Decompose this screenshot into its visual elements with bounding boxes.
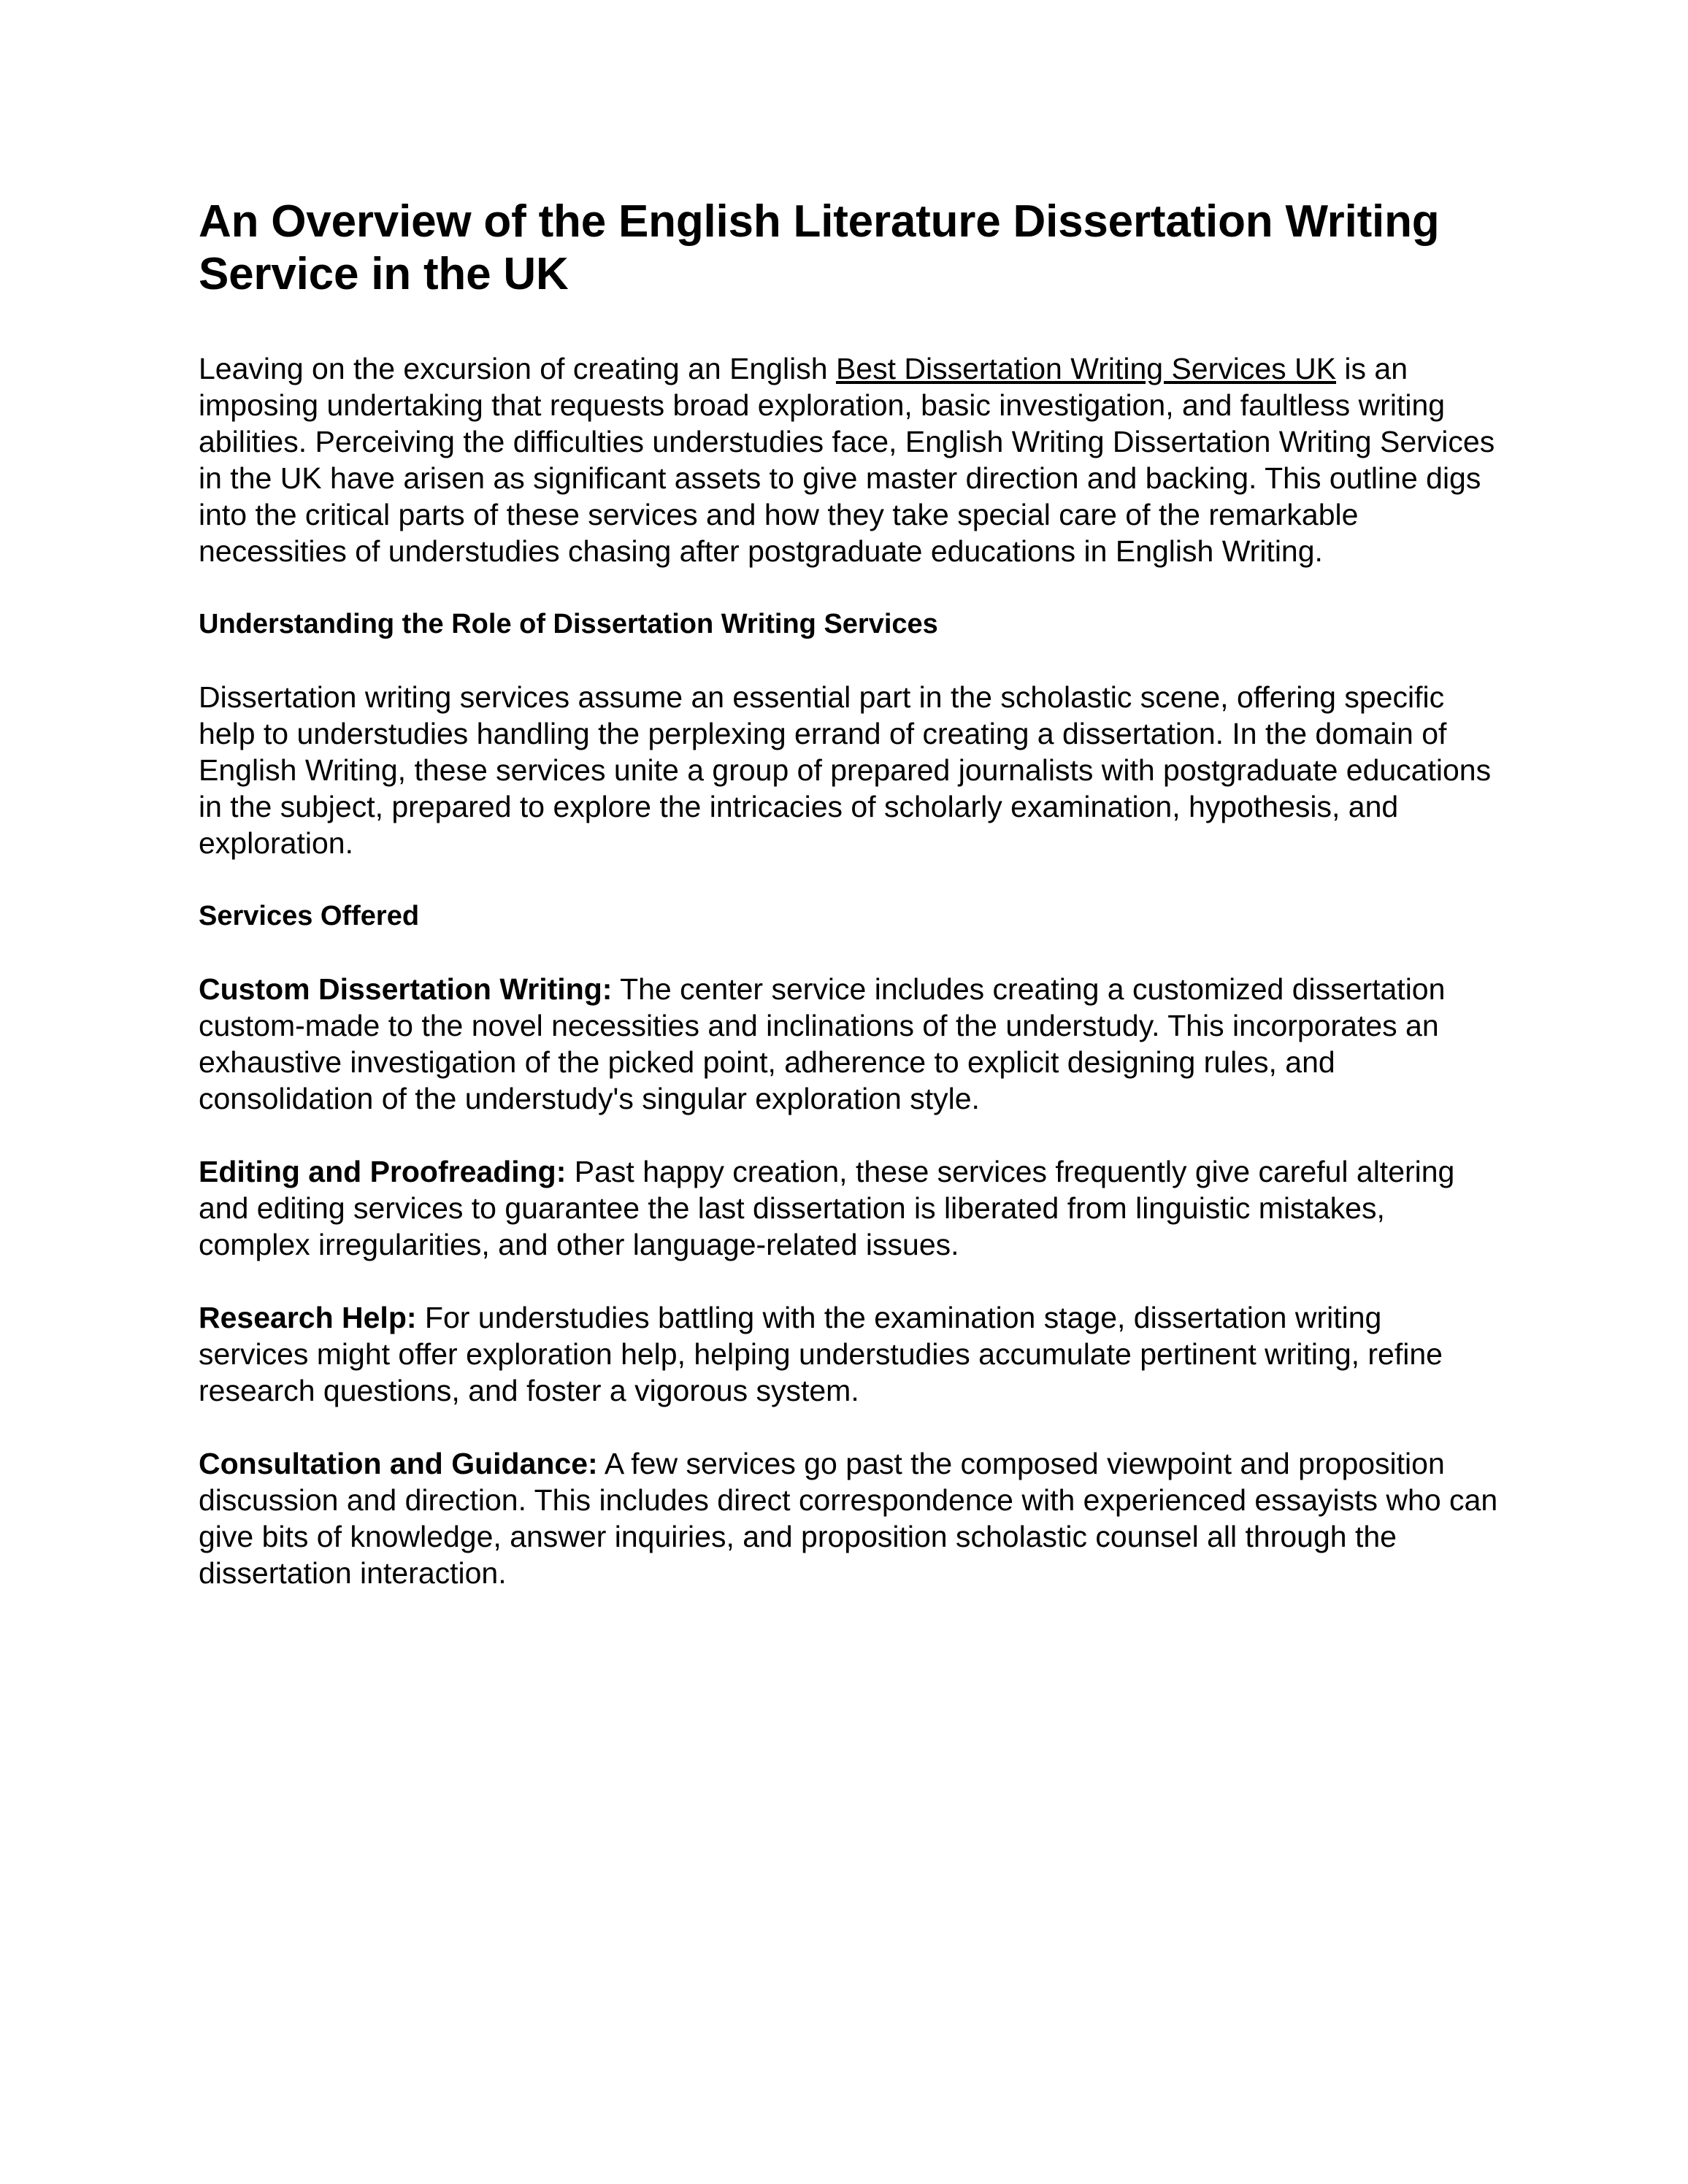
service-item-text: For understudies battling with the examination stage, dissertation writing services might offer exploration help, helping understudies accumulate pertinent writing, refine research questions, and foster a vigorous system. <box>199 1301 1443 1407</box>
service-item-text: Past happy creation, these services frequently give careful altering and editing services to guarantee the last dissertation is liberated from linguistic mistakes, complex irregularities, and other language-related issues. <box>199 1155 1455 1261</box>
section-heading-services: Services Offered <box>199 901 420 931</box>
document-title: An Overview of the English Literature Dissertation Writing Service in the UK <box>199 196 1440 299</box>
intro-paragraph <box>199 350 1498 569</box>
service-item-text: A few services go past the composed viewpoint and proposition discussion and direction. This includes direct correspondence with experienced essayists who can give bits of knowledge, answer inquiries, and proposition scholastic counsel all through the dissertation interaction. <box>199 1447 1498 1590</box>
section-role-body: Dissertation writing services assume an essential part in the scholastic scene, offering specific help to understudies handling the perplexing errand of creating a dissertation. In the domain of English Writing, these services unite a group of prepared journalists with postgraduate educations in the subject, prepared to explore the intricacies of scholarly examination, hypothesis, and exploration. <box>199 680 1492 860</box>
service-item-text: The center service includes creating a customized dissertation custom-made to the novel necessities and inclinations of the understudy. This incorporates an exhaustive investigation of the picked point, adherence to explicit designing rules, and consolidation of the understudy's singular exploration style. <box>199 972 1446 1115</box>
best-dissertation-services-link[interactable]: Best Dissertation Writing Services UK <box>835 352 1337 385</box>
service-item-research-help <box>199 1299 1498 1409</box>
service-item-consultation <box>199 1445 1498 1591</box>
service-item-lead: Consultation and Guidance: <box>199 1447 598 1480</box>
document-page <box>199 196 1498 1628</box>
service-item-lead: Research Help: <box>199 1301 417 1334</box>
service-item-editing <box>199 1153 1498 1263</box>
service-item-custom-writing <box>199 971 1498 1117</box>
service-item-lead: Editing and Proofreading: <box>199 1155 567 1188</box>
section-heading-role: Understanding the Role of Dissertation Writing Services <box>199 609 938 639</box>
service-item-lead: Custom Dissertation Writing: <box>199 972 613 1006</box>
intro-text-before-link: Leaving on the excursion of creating an English <box>199 352 836 385</box>
intro-text-after-link: is an imposing undertaking that requests broad exploration, basic investigation, and faultless writing abilities. Perceiving the difficulties understudies face, English Writing Dissertation Writing Services in the UK have arisen as significant assets to give master direction and backing. This outline digs into the critical parts of these services and how they take special care of the remarkable necessities of understudies chasing after postgraduate educations in English Writing. <box>199 352 1495 568</box>
